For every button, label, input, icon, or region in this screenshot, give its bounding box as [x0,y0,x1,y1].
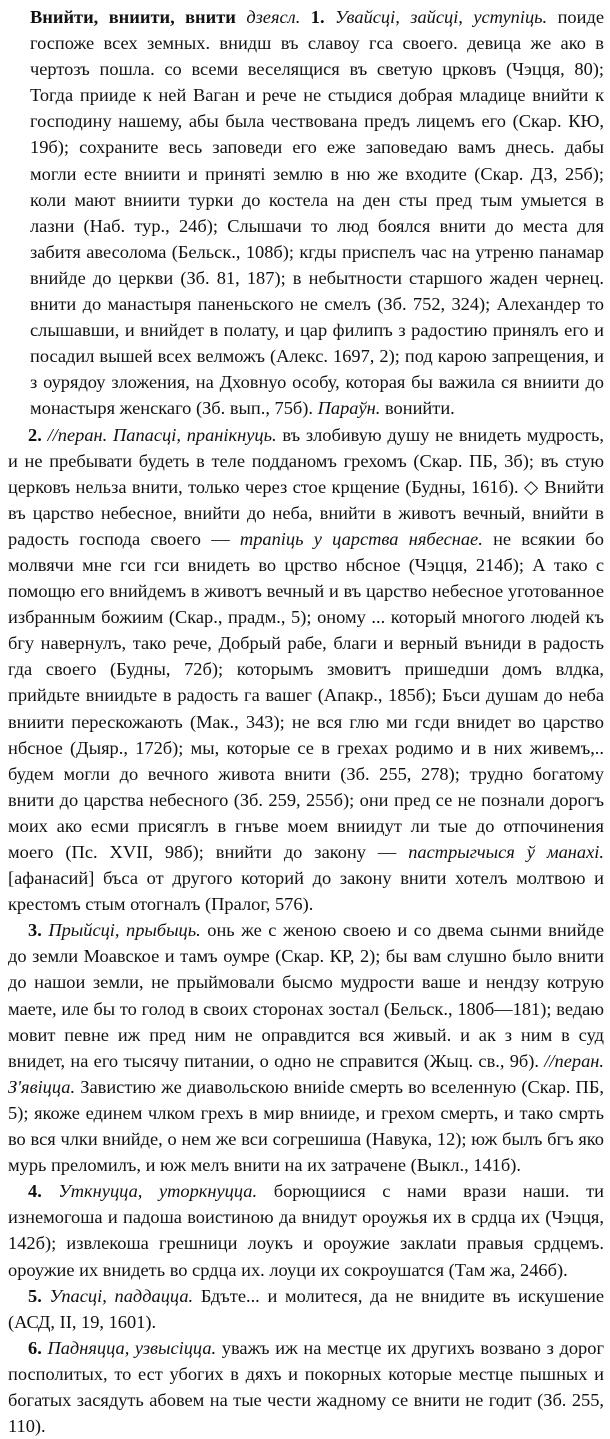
grammar-label: дзеясл. [246,7,301,27]
sense-text: поиде госпоже всех земных. внидш въ славоу гса своего. девица же ако в чертозъ пошла. со всеми веселящися въ светую црковъ (Чэцця, 80); Тогда прииде к ней Ваган и рече не стыдися добрая младице внийти к господину нашему, абы была чествована предъ лицемъ его (Скар. КЮ, 19б); сохраните весь заповеди его еже заповедаю вамъ днесь. дабы могли есте вниити и принятi землю в ню же входите (Скар. ДЗ, 25б); коли мают вниити турки до костела на ден сты пред тым умыется в лазни (Наб. тур., 24б); Слышачи то люд боялся внити до места для забитя авесолома (Бельск., 108б); кгды приспелъ час на утреню панамар внийде до церкви (Зб. 81, 187); в небытности старшого жаден чернец. внити до манастыря паненьского не смелъ (Зб. 752, 324); Алехандер то слышавши, и внийдет в полату, и цар филипъ з радостию принялъ его и посадил вышей всех велможъ (Алекс. 1697, 2); под карою запрещения, и з оурядоу зложения, на Дховнуо особу, которая бы важила ся вниити до монастыря женскаго (Зб. вып., 75б). [30,7,604,419]
sense-number: 5. [28,1285,42,1306]
sense-gloss: Падняцца, узвысіцца. [47,1337,217,1358]
sense-5 [8,1283,604,1335]
sense-text: Завистию же диавольскою вниide смерть во вселенную (Скар. ПБ, 5); якоже единем члком грехъ в мир внииде, и грехом смерть, и тако смрть во вся члки внийде, о нем же вси согрешиша (Навука, 12); юж былъ бгъ яко мурь преломилъ, и юж мелъ внити на их затрачене (Выкл., 141б). [8,1076,604,1176]
sense-text: не всякии бо молвячи мне гси гси внидеть во црство нбсное (Чэцця, 214б); А тако с помощю его внийдемъ в животъ вечный и въ царство небесное уготованное избранным божиим (Скар., прадм., 5); оному ... который многого людей къ бгу навернулъ, тако рече, Добрый рабе, благи и верный въниди в радость гда своего (Будны, 72б); которымъ змовитъ пришедши домъ влдка, прийдьте вниидьте в радость га вашег (Апакр., 185б); Бъси душам до неба вниити перескожають (Мак., 343); не вся глю ми гсди внидет во царство нбсное (Дыяр., 172б); мы, которые се в грехах родимо и в них живемъ,.. будем могли до вечного живота внити (Зб. 255, 278); трудно богатому внити до царства небесного (Зб. 259, 255б); они пред се не познали дорогъ моих ако есми присяглъ в гнъве моем вниидут ли тые до отпочинения моего (Пс. XVII, 98б); внийти до закону — [8,528,604,862]
sense-text: въ злобивую душу не внидеть мудрость, и не пребывати будеть в теле подданомъ грехомъ (Скар. ПБ, 3б); въ стую церковъ нельза внити, только через стое крщение (Будны, 161б). ◇ Внийти въ царство небесное, внийти до неба, внийти в животъ вечный, внийти в радость господа своего — [8,424,604,549]
sense-gloss: //перан. Папасці, пранікнуць. [47,424,277,445]
sense-text: [афанасий] бъса от другого которий до закону внити хотелъ молтвою и крестомъ стым отогналъ (Пралог, 576). [8,868,604,915]
sense-text: Бдъте... и молитеся, да не внидите въ искушение (АСД, II, 19, 1601). [8,1285,604,1332]
phrase-gloss: пастрыгчыся ў манахі. [408,842,604,862]
sense-2 [8,422,604,918]
sense-number: 1. [310,7,325,27]
cross-ref-word: вонийти. [385,398,455,419]
sense-text: уважъ иж на местце их другихъ возвано з дорог посполитых, то ест убогих в дяхъ и покорных которые местце пышных и богатых засядуть абовем на тые чести жадному се внити не годит (Зб. 255, 110). [8,1337,604,1437]
sense-number: 3. [28,920,42,941]
sense-gloss: Прыйсці, прыбыць. [48,920,201,941]
sense-1 [8,4,604,422]
sense-number: 6. [28,1337,42,1358]
sense-text: онь же с женою своею и со двема сынми внийде до земли Моавское и тамъ оумре (Скар. КР, 2); бы вам слушно было внити до нашои земли, не прыймовали бысмо мудрости ваше и нендзу котрую маете, иле бы то голод в своих сторонах зостал (Бельск., 180б—181); ведаю мовит певне иж пред ним не оправдится вся живый. и ак з ним в суд внидет, на его тысячу питании, о одно не справится (Жыц. св., 9б). [8,920,604,1071]
sense-3 [8,917,604,1178]
sense-text: борющиися с нами врази наши. ти изнемогоша и падоша воистиною да внидут ороужья их в срдца их (Чэцця, 142б); извлекоша грешници лоукъ и ороужие заклаtи правыя срдцемъ. ороужие их внидеть во срдца их. лоуци их сокроушатся (Там жа, 246б). [8,1181,604,1280]
headword: Внийти, вниити, внити [30,7,236,27]
sense-gloss: Упасці, паддацца. [49,1285,194,1306]
sense-number: 4. [28,1181,42,1202]
phrase-gloss: трапіць у царства нябеснае. [239,528,483,549]
sense-gloss: //перан. З'явіцца. [8,1050,604,1097]
sense-6 [8,1335,604,1439]
sense-number: 2. [28,424,42,445]
cross-ref-label: Параўн. [317,398,381,419]
sense-4 [8,1178,604,1282]
sense-gloss: Увайсці, зайсці, уступіць. [335,7,548,27]
sense-gloss: Уткнуцца, уторкнуцца. [58,1181,258,1202]
